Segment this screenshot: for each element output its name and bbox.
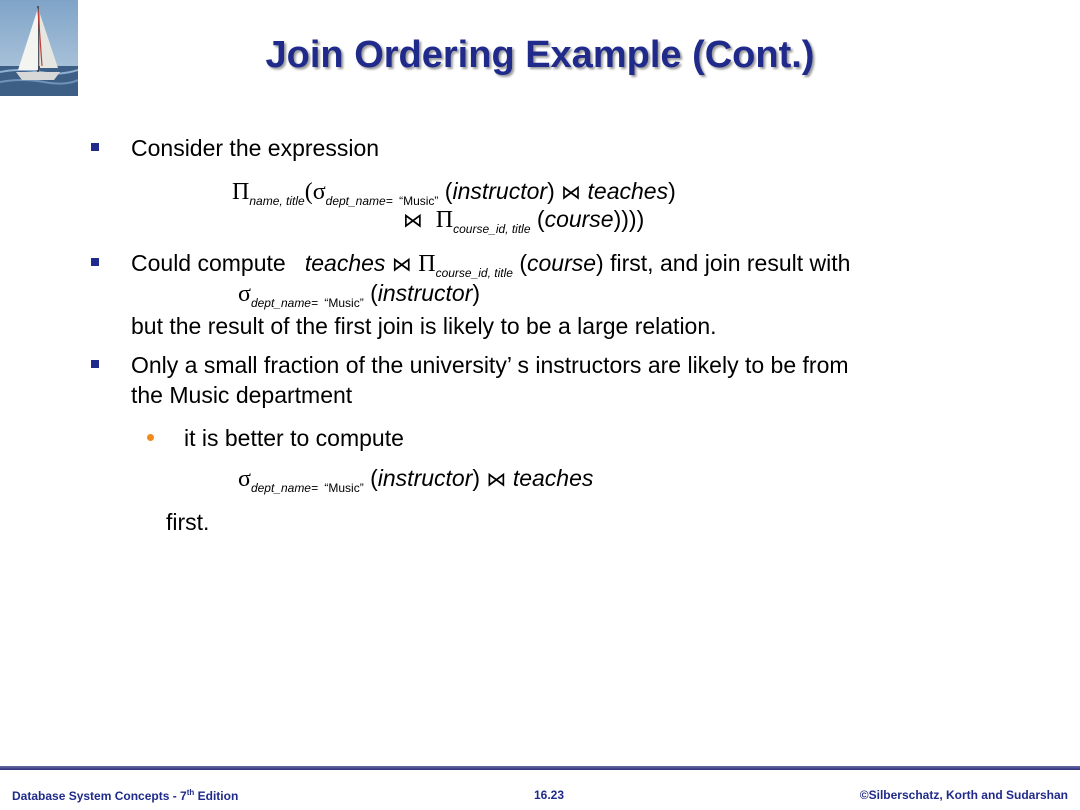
expression-line-1: $\Pi_{name, title}(\sigma_{dept\_name=}$ $_{“Music”}$ (instructor) ⋈ teaches) xyxy=(232,178,676,208)
selection-subscript: dept_name= xyxy=(325,194,393,208)
projection-subscript: course_id, title xyxy=(453,222,531,236)
bullet-consider: Consider the expression xyxy=(131,135,380,161)
teaches-relation: teaches xyxy=(587,178,669,204)
projection-subscript: name, title xyxy=(249,194,305,208)
bullet-marker xyxy=(91,143,99,151)
page-number: 16.23 xyxy=(534,788,565,802)
bullet-could-compute-line3: but the result of the first join is likely to be a large relation. xyxy=(131,313,717,339)
slide-title: Join Ordering Example (Cont.) xyxy=(265,34,815,76)
course-relation: course xyxy=(544,206,614,232)
bullet-could-compute: Could compute teaches ⋈ $\Pi_{course\_id, title}$ (course) first, and join result with xyxy=(131,250,851,280)
bullet-marker xyxy=(91,360,99,368)
sigma-symbol: σ xyxy=(312,179,326,205)
expression-line-2: ⋈ $\Pi_{course\_id, title}$ (course)))) xyxy=(403,206,645,236)
pi-symbol: Π xyxy=(435,207,454,233)
join-symbol: ⋈ xyxy=(403,208,423,232)
footer-left: Database System Concepts - 7th Edition xyxy=(12,788,239,803)
sub-bullet-marker xyxy=(147,434,154,441)
sub-bullet-better: it is better to compute xyxy=(184,425,404,451)
join-symbol: ⋈ xyxy=(561,180,582,204)
bullet-marker xyxy=(91,258,99,266)
footer-rule xyxy=(0,766,1080,770)
bullet-only-small-line1: Only a small fraction of the university’ s instructors are likely to be from xyxy=(131,352,849,378)
footer-copyright: ©Silberschatz, Korth and Sudarshan xyxy=(859,788,1068,802)
first-text: first. xyxy=(166,509,210,535)
music-literal: “Music” xyxy=(399,194,439,208)
instructor-relation: instructor xyxy=(452,178,548,204)
selection-join-expression: $\sigma_{dept\_name=}$ $_{“Music”}$ (instructor) ⋈ teaches xyxy=(238,465,594,495)
selection-expression: $\sigma_{dept\_name=}$ $_{“Music”}$ (instructor) xyxy=(238,280,481,310)
pi-symbol: Π xyxy=(232,179,250,205)
bullet-only-small-line2: the Music department xyxy=(131,382,353,408)
